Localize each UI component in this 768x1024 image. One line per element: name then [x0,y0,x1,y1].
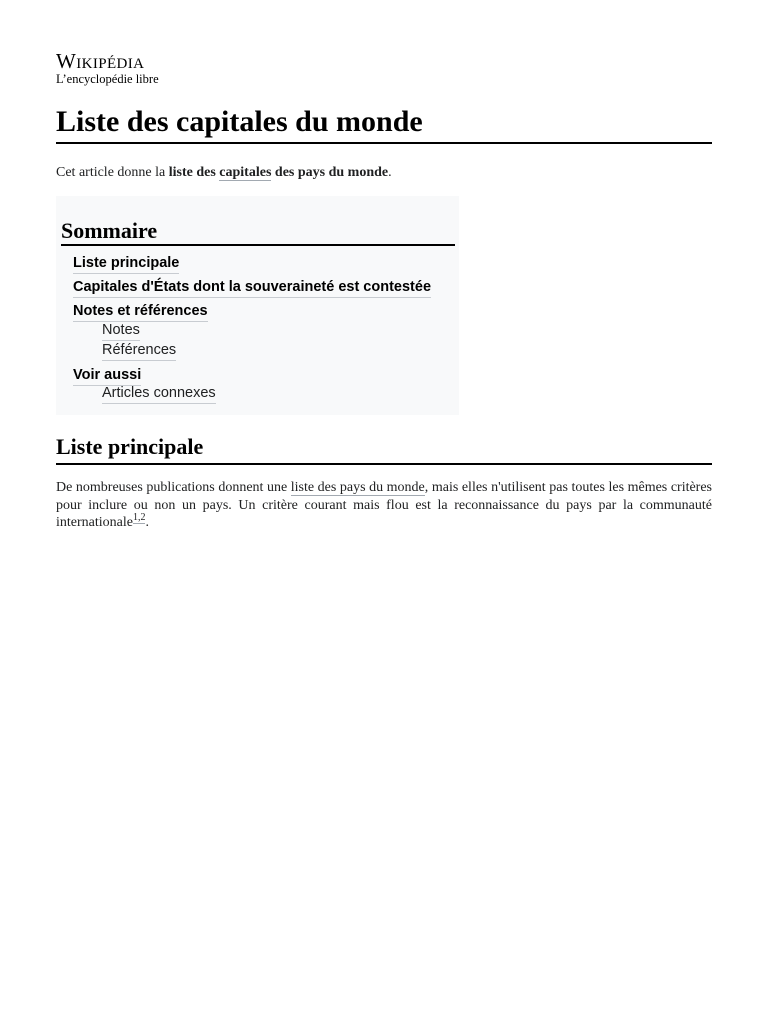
toc-item-articles-connexes[interactable]: Articles connexes [102,385,216,404]
para-end: . [145,515,149,530]
wikipedia-logo[interactable] [56,50,159,86]
toc-item-liste-principale[interactable]: Liste principale [73,255,179,274]
section-paragraph [56,479,712,532]
intro-bold-text [169,165,388,181]
link-liste-des-pays[interactable]: liste des pays du monde [290,480,425,495]
intro-bold-after: des pays du monde [271,165,389,180]
page-title: Liste des capitales du monde [56,104,712,144]
logo-wordmark: Wikipédia [56,49,145,73]
section-heading-liste-principale: Liste principale [56,433,712,465]
reference-links[interactable]: 1,2 [132,512,146,524]
toc-item-capitales-contestees[interactable]: Capitales d'États dont la souveraineté est contestée [73,279,431,298]
toc-item-notes-et-references[interactable]: Notes et références [73,303,208,322]
toc-item-voir-aussi[interactable]: Voir aussi [73,367,141,386]
toc-item-notes[interactable]: Notes [102,322,140,341]
toc-item-references[interactable]: Références [102,342,176,361]
toc-title: Sommaire [61,218,455,246]
link-capitales[interactable]: capitales [219,165,272,180]
intro-prefix: Cet article donne la [56,165,169,180]
intro-suffix: . [388,165,392,180]
table-of-contents [56,196,459,415]
intro-paragraph [56,163,712,183]
logo-tagline: L’encyclopédie libre [56,72,159,86]
reference-marks [133,512,146,524]
intro-bold-before: liste des [168,165,220,180]
para-before-link: De nombreuses publications donnent une [56,480,291,495]
para-after-link: , mais elles n'utilisent pas toutes les mêmes critères pour inclure ou non un pays. Un critère courant mais flou est la reconnaissance du pays par la communauté internationale [56,480,713,530]
